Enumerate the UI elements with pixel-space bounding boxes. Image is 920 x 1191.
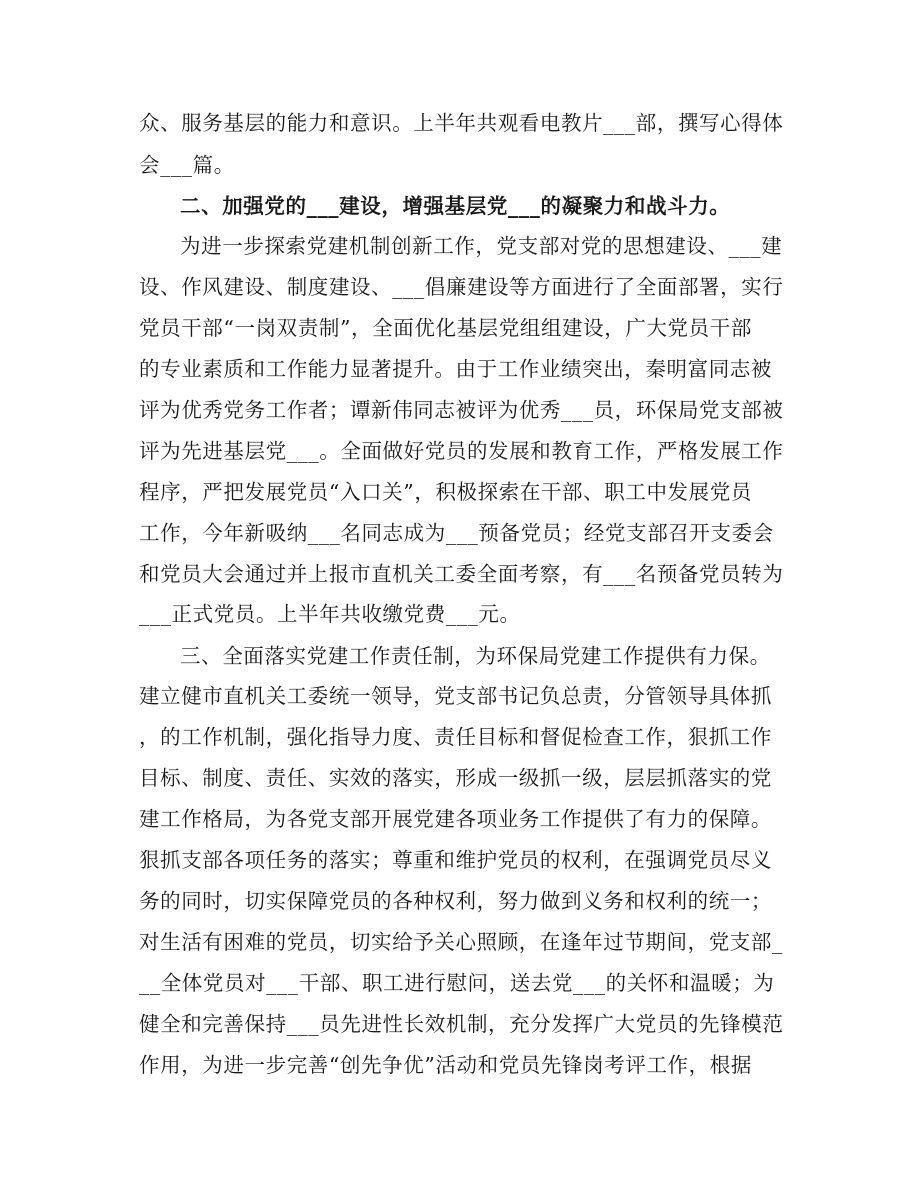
body-text-line: 狠抓支部各项任务的落实；尊重和维护党员的权利，在强调党员尽义 [139, 848, 772, 872]
body-text-line: 健全和完善保持___员先进性长效机制，充分发挥广大党员的先锋模范 [139, 1012, 784, 1036]
body-text-line: 对生活有困难的党员，切实给予关心照顾，在逢年过节期间，党支部_ [139, 930, 783, 954]
body-text-line: 众、服务基层的能力和意识。上半年共观看电教片___部，撰写心得体 [139, 111, 784, 135]
body-text-line: __全体党员对___干部、职工进行慰问，送去党___的关怀和温暖；为 [139, 971, 775, 995]
body-text-line: 评为优秀党务工作者；谭新伟同志被评为优秀___员，环保局党支部被 [139, 398, 784, 422]
body-text-line: 设、作风建设、制度建设、___倡廉建设等方面进行了全面部署，实行 [139, 275, 784, 299]
body-text-line: 工作，今年新吸纳___名同志成为___预备党员；经党支部召开支委会 [139, 521, 774, 545]
body-text-line: 务的同时，切实保障党员的各种权利，努力做到义务和权利的统一； [139, 889, 772, 913]
body-text-line: 建工作格局，为各党支部开展党建各项业务工作提供了有力的保障。 [139, 807, 772, 831]
body-text-line: 目标、制度、责任、实效的落实，形成一级抓一级，层层抓落实的党 [139, 766, 772, 790]
body-text-line: ，的工作机制，强化指导力度、责任目标和督促检查工作，狠抓工作 [139, 725, 772, 749]
body-text-line: 程序，严把发展党员“入口关”，积极探索在干部、职工中发展党员 [139, 480, 752, 504]
body-text-line: 作用，为进一步完善“创先争优”活动和党员先锋岗考评工作，根据 [139, 1053, 752, 1077]
section-heading: 二、加强党的___建设，增强基层党___的凝聚力和战斗力。 [180, 194, 731, 218]
section-heading: 三、全面落实党建工作责任制，为环保局党建工作提供有力保。 [180, 644, 771, 668]
body-text-line: 建立健市直机关工委统一领导，党支部书记负总责，分管领导具体抓 [139, 684, 772, 708]
body-text-line: 会___篇。 [139, 153, 235, 177]
body-text-line: 党员干部“一岗双责制”，全面优化基层党组组建设，广大党员干部 [139, 316, 752, 340]
body-text-line: 为进一步探索党建机制创新工作，党支部对党的思想建设、___建 [180, 234, 783, 258]
body-text-line: 和党员大会通过并上报市直机关工委全面考察，有___名预备党员转为 [139, 562, 784, 586]
body-text-line: 的专业素质和工作能力显著提升。由于工作业绩突出，秦明富同志被 [139, 357, 772, 381]
body-text-line: ___正式党员。上半年共收缴党费___元。 [139, 602, 521, 626]
body-text-line: 评为先进基层党___。全面做好党员的发展和教育工作，严格发展工作 [139, 439, 784, 463]
